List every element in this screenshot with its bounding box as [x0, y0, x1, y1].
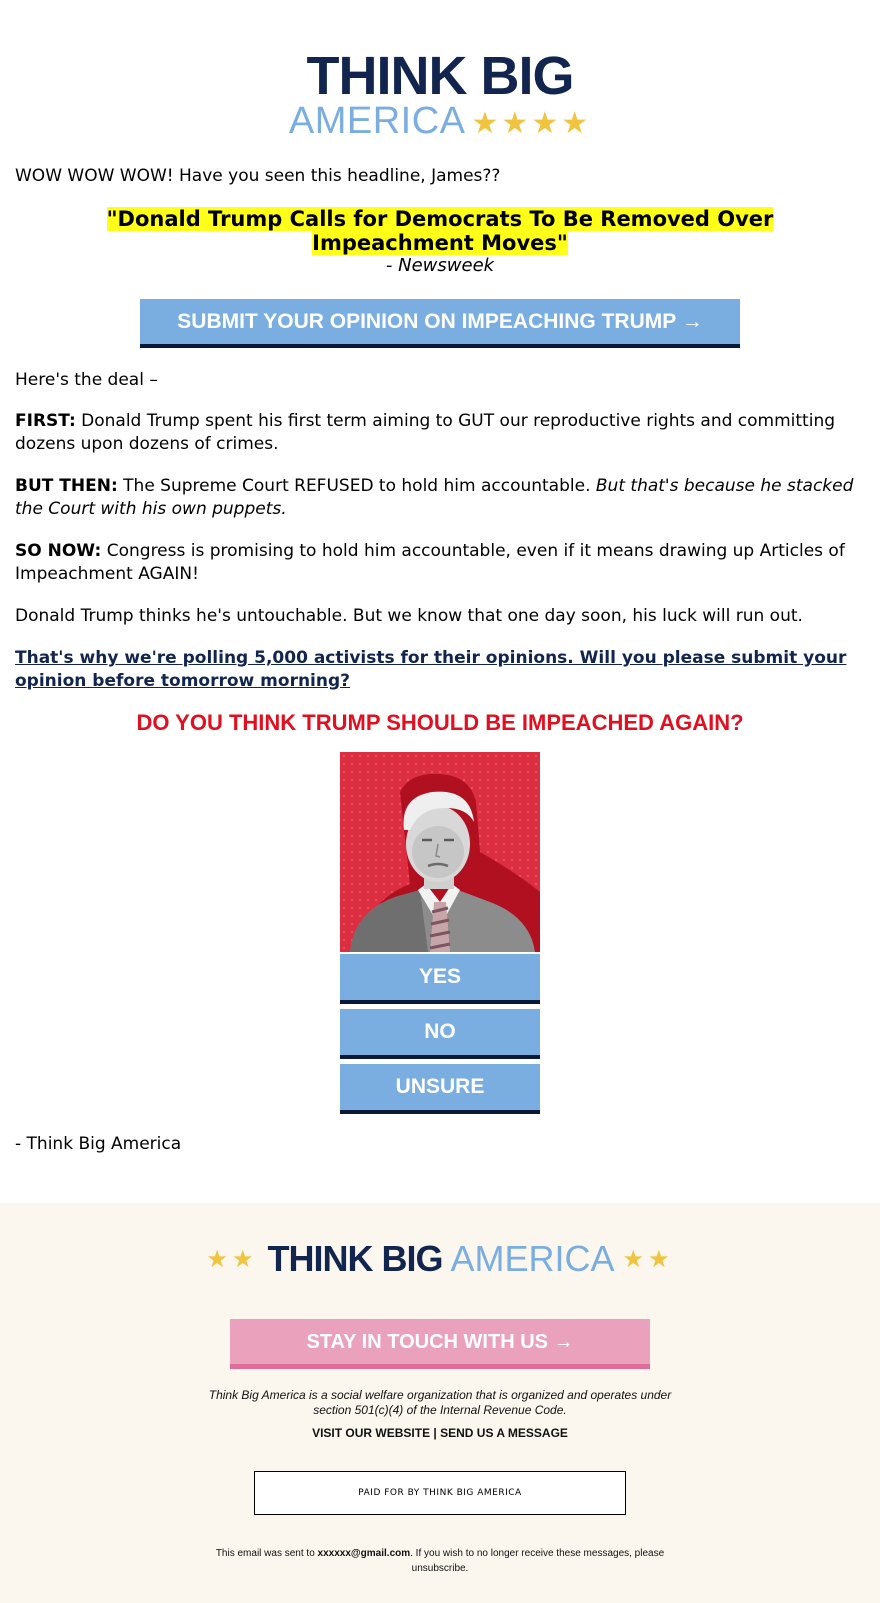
so-now-paragraph [15, 540, 855, 586]
headline-block [30, 207, 850, 277]
poll-option-yes[interactable]: YES [340, 954, 540, 1004]
poll-option-unsure[interactable]: UNSURE [340, 1064, 540, 1114]
submit-opinion-button[interactable]: SUBMIT YOUR OPINION ON IMPEACHING TRUMP → [140, 299, 740, 348]
stay-in-touch-button[interactable]: STAY IN TOUCH WITH US → [230, 1319, 650, 1369]
stars-icon: ★★★★ [471, 107, 592, 140]
signoff: - Think Big America [15, 1134, 182, 1154]
intro-text: Here's the deal – [15, 370, 158, 390]
but-then-paragraph [15, 475, 855, 521]
logo-america: AMERICA [288, 100, 466, 142]
header-logo[interactable] [0, 46, 880, 143]
email-notice: This email was sent to xxxxxx@gmail.com. If you wish to no longer receive these messages, please unsubscribe. [0, 1546, 880, 1576]
footer-logo-think-big: THINK BIG [267, 1238, 443, 1279]
first-label: FIRST: [15, 411, 76, 431]
poll-option-no[interactable]: NO [340, 1009, 540, 1059]
recipient-email: xxxxxx@gmail.com [317, 1548, 411, 1559]
footer-logo-america: AMERICA [450, 1238, 613, 1279]
stars-icon: ★★ [206, 1246, 258, 1273]
footer-logo[interactable] [0, 1239, 880, 1280]
headline-source: - Newsweek [385, 255, 495, 276]
footer [0, 1203, 880, 1603]
first-paragraph [15, 410, 855, 456]
poll-question: DO YOU THINK TRUMP SHOULD BE IMPEACHED AGAIN? [136, 710, 744, 735]
but-then-label: BUT THEN: [15, 476, 118, 496]
but-then-text: The Supreme Court REFUSED to hold him accountable. [117, 476, 596, 496]
stars-icon: ★★ [622, 1246, 674, 1273]
disclaimer: Think Big America is a social welfare organization that is organized and operates under section 501(c)(4) of the Internal Revenue Code. [208, 1388, 672, 1417]
footer-links: VISIT OUR WEBSITE | SEND US A MESSAGE [312, 1426, 568, 1440]
headline-quote: "Donald Trump Calls for Democrats To Be Removed Over Impeachment Moves" [106, 207, 774, 255]
logo-think-big: THINK BIG [306, 46, 574, 106]
greeting: WOW WOW WOW! Have you seen this headline, James?? [15, 166, 501, 186]
but-then-italic: But that's because he stacked the Court with his own puppets. [15, 476, 854, 519]
first-text: Donald Trump spent his first term aiming to GUT our reproductive rights and committing dozens upon dozens of crimes. [15, 411, 836, 454]
polling-link[interactable]: That's why we're polling 5,000 activists for their opinions. Will you please submit your opinion before tomorrow morning? [15, 648, 847, 691]
so-now-text: Congress is promising to hold him accountable, even if it means drawing up Articles of Impeachment AGAIN! [15, 541, 845, 584]
untouchable-text: Donald Trump thinks he's untouchable. But we know that one day soon, his luck will run out. [15, 606, 803, 626]
send-message-link[interactable]: SEND US A MESSAGE [440, 1426, 568, 1440]
trump-photo[interactable] [340, 752, 540, 952]
unsubscribe-link[interactable]: unsubscribe. [411, 1563, 469, 1574]
so-now-label: SO NOW: [15, 541, 102, 561]
trump-portrait-image [340, 752, 540, 952]
visit-website-link[interactable]: VISIT OUR WEBSITE [312, 1426, 431, 1440]
paid-for-box: PAID FOR BY THINK BIG AMERICA [254, 1471, 626, 1515]
